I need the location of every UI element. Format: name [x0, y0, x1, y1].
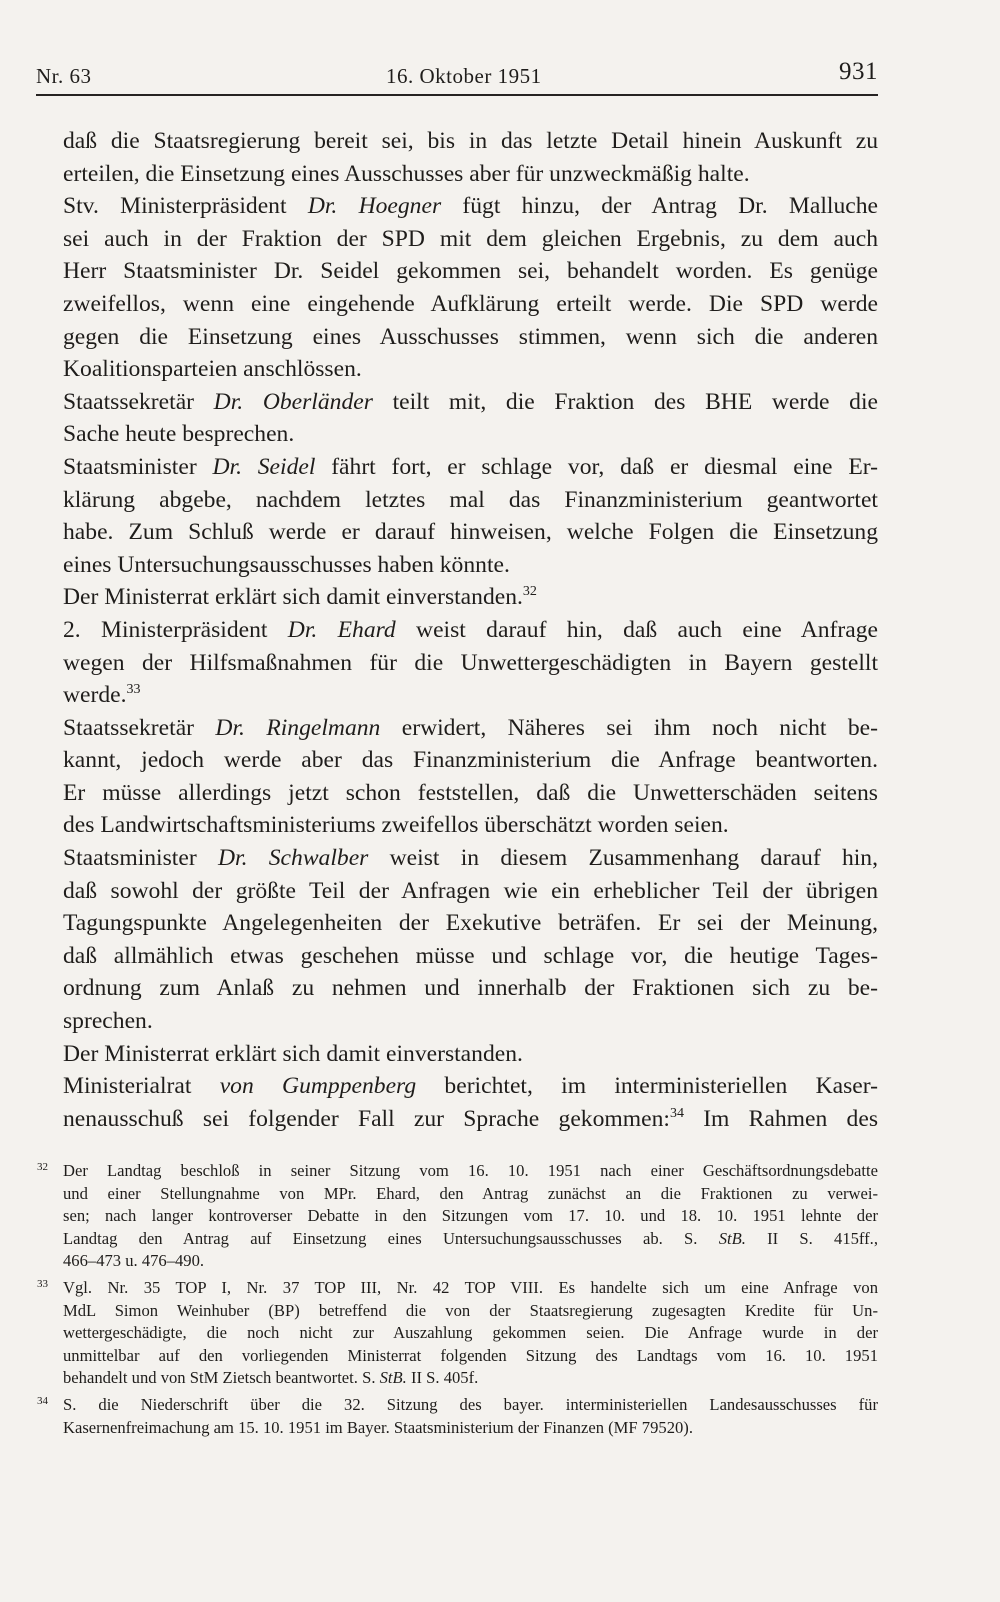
italic-name: Dr. Ringelmann: [215, 714, 381, 741]
footnotes: [37, 1160, 878, 1443]
text-line: [63, 809, 878, 842]
text-run: daß die Staatsregierung bereit sei, bis in das letzte Detail hinein Auskunft zu: [63, 128, 878, 154]
text-line: [63, 679, 878, 712]
text-run: sen; nach langer kontroverser Debatte in den Sitzungen vom 17. 10. und 18. 10. 1951 lehnte der: [63, 1206, 878, 1226]
text-run: wettergeschädigte, die noch nicht zur Auszahlung gekommen seien. Die Anfrage wurde in der: [63, 1323, 878, 1343]
footnote-line: [63, 1228, 878, 1251]
text-line: [63, 418, 878, 451]
text-run: behandelt und von StM Zietsch beantwortet. S.: [63, 1368, 380, 1388]
text-run: weist darauf hin, daß auch eine Anfrage: [395, 616, 878, 643]
text-run: Herr Staatsminister Dr. Seidel gekommen sei, behandelt worden. Es genüge: [63, 258, 878, 285]
footnote: [37, 1277, 878, 1390]
text-run: daß sowohl der größte Teil der Anfragen wie ein erheblicher Teil der übrigen: [63, 877, 878, 904]
text-run: fährt fort, er schlage vor, daß er diesmal eine Er-: [315, 453, 878, 480]
text-run: Landtag den Antrag auf Einsetzung eines Untersuchungsausschusses ab. S.: [63, 1228, 719, 1248]
text-line: [63, 321, 878, 354]
text-run: II S. 405f.: [406, 1368, 479, 1388]
text-run: S. die Niederschrift über die 32. Sitzung des bayer. interministeriellen Landesausschusses für: [63, 1394, 878, 1414]
text-run: nenausschuß sei folgender Fall zur Sprache gekommen:: [63, 1105, 670, 1132]
text-run: erwidert, Näheres sei ihm noch nicht be-: [380, 714, 878, 741]
text-run: erteilen, die Einsetzung eines Ausschusses aber für unzweckmäßig halte.: [63, 160, 750, 187]
text-run: weist in diesem Zusammenhang darauf hin,: [368, 845, 878, 872]
text-line: [63, 581, 878, 614]
footnote-reference: 33: [126, 682, 141, 698]
text-line: [63, 125, 878, 158]
footnote-line: [63, 1345, 878, 1368]
footnote: [37, 1160, 878, 1273]
text-run: werde.: [63, 682, 127, 709]
text-run: Im Rahmen des: [683, 1105, 878, 1132]
text-line: [63, 647, 878, 680]
footnote: [37, 1394, 878, 1439]
text-line: [63, 451, 878, 484]
footnote-line: [63, 1367, 878, 1390]
text-run: Kasernenfreimachung am 15. 10. 1951 im Bayer. Staatsministerium der Finanzen (MF 79520).: [63, 1417, 693, 1437]
text-line: [63, 353, 878, 386]
text-line: [63, 907, 878, 940]
text-line: [63, 712, 878, 745]
running-header: [36, 56, 878, 90]
page-number: 931: [839, 58, 878, 85]
text-line: [63, 516, 878, 549]
text-line: [63, 549, 878, 582]
text-run: Sache heute besprechen.: [63, 421, 295, 448]
text-run: 466–473 u. 476–490.: [63, 1251, 205, 1271]
text-line: [63, 223, 878, 256]
header-rule: [36, 94, 878, 96]
text-run: Ministerialrat: [63, 1073, 220, 1100]
footnote-line: [63, 1300, 878, 1323]
text-run: wegen der Hilfsmaßnahmen für die Unwettergeschädigten in Bayern gestellt: [63, 649, 878, 676]
italic-name: von Gumppenberg: [219, 1073, 417, 1100]
text-run: sei auch in der Fraktion der SPD mit dem gleichen Ergebnis, zu dem auch: [63, 225, 878, 252]
text-line: [63, 1103, 878, 1136]
text-run: Tagungspunkte Angelegenheiten der Exekutive beträfen. Er sei der Meinung,: [63, 910, 878, 937]
text-run: ordnung zum Anlaß zu nehmen und innerhalb der Fraktionen sich zu be-: [63, 975, 878, 1002]
text-run: gegen die Einsetzung eines Ausschusses stimmen, wenn sich die anderen: [63, 323, 878, 350]
footnote-line: [63, 1417, 878, 1440]
text-run: Staatssekretär: [63, 388, 214, 415]
text-line: [63, 288, 878, 321]
text-run: eines Untersuchungsausschusses haben könnte.: [63, 551, 510, 578]
text-line: [63, 777, 878, 810]
text-run: Staatsminister: [63, 845, 218, 872]
text-line: [63, 842, 878, 875]
text-line: [63, 1070, 878, 1103]
text-run: Er müsse allerdings jetzt schon feststellen, daß die Unwetterschäden seitens: [63, 779, 878, 806]
text-line: [63, 386, 878, 419]
text-run: daß allmählich etwas geschehen müsse und schlage vor, die heutige Tages-: [63, 942, 878, 969]
main-text: [63, 125, 878, 1135]
text-run: Vgl. Nr. 35 TOP I, Nr. 37 TOP III, Nr. 42 TOP VIII. Es handelte sich um eine Anfrage von: [63, 1277, 878, 1297]
italic-name: Dr. Ehard: [287, 616, 396, 643]
text-run: Staatssekretär: [63, 714, 216, 741]
text-run: Stv. Ministerpräsident: [63, 193, 308, 220]
text-run: Der Ministerrat erklärt sich damit einverstanden.: [63, 1040, 523, 1067]
text-run: Der Landtag beschloß in seiner Sitzung vom 16. 10. 1951 nach einer Geschäftsordnungsdebatte: [63, 1161, 878, 1180]
header-date: 16. Oktober 1951: [386, 64, 542, 88]
text-run: des Landwirtschaftsministeriums zweifellos überschätzt worden seien.: [63, 812, 729, 839]
text-run: 2. Ministerpräsident: [63, 616, 288, 643]
footnote-line: [63, 1250, 878, 1273]
footnote-line: [63, 1160, 878, 1183]
text-run: Koalitionsparteien anschlössen.: [63, 356, 362, 383]
text-run: sprechen.: [63, 1008, 153, 1035]
text-run: kannt, jedoch werde aber das Finanzministerium die Anfrage beantworten.: [63, 747, 878, 774]
text-run: Staatsminister: [63, 453, 213, 480]
text-line: [63, 190, 878, 223]
text-run: habe. Zum Schluß werde er darauf hinweisen, welche Folgen die Einsetzung: [63, 519, 878, 546]
footnote-line: [63, 1205, 878, 1228]
footnote-line: [63, 1183, 878, 1206]
italic-name: Dr. Schwalber: [217, 845, 369, 872]
text-run: unmittelbar auf den vorliegenden Ministerrat folgenden Sitzung des Landtags vom 16. 10. 1951: [63, 1345, 878, 1365]
text-run: II S. 415ff.,: [745, 1228, 878, 1248]
text-line: [63, 255, 878, 288]
footnote-line: [63, 1322, 878, 1345]
text-line: [63, 940, 878, 973]
text-line: [63, 158, 878, 191]
footnote-reference: 34: [669, 1105, 684, 1121]
text-line: [63, 1038, 878, 1071]
italic-name: Dr. Hoegner: [307, 193, 442, 220]
text-line: [63, 1005, 878, 1038]
italic-name: Dr. Seidel: [212, 453, 316, 480]
text-line: [63, 484, 878, 517]
text-line: [63, 614, 878, 647]
text-run: zweifellos, wenn eine eingehende Aufklärung erteilt werde. Die SPD werde: [63, 290, 878, 317]
footnote-line: [63, 1277, 878, 1300]
text-run: und einer Stellungnahme von MPr. Ehard, den Antrag zunächst an die Fraktionen zu verwei-: [63, 1183, 878, 1203]
text-run: klärung abgebe, nachdem letztes mal das Finanzministerium geantwortet: [63, 486, 878, 513]
italic-name: StB.: [718, 1228, 746, 1248]
italic-name: Dr. Oberländer: [213, 388, 373, 415]
text-line: [63, 875, 878, 908]
italic-name: StB.: [379, 1368, 407, 1388]
document-number: Nr. 63: [36, 64, 92, 88]
text-line: [63, 972, 878, 1005]
text-line: [63, 744, 878, 777]
text-run: MdL Simon Weinhuber (BP) betreffend die von der Staatsregierung zugesagten Kredite für Un-: [63, 1300, 878, 1320]
text-run: berichtet, im interministeriellen Kaser-: [416, 1073, 878, 1100]
text-run: teilt mit, die Fraktion des BHE werde die: [372, 388, 878, 415]
footnote-line: [63, 1394, 878, 1417]
footnote-reference: 32: [522, 584, 537, 600]
footnote-number: 33: [37, 1277, 48, 1290]
text-run: fügt hinzu, der Antrag Dr. Malluche: [441, 193, 878, 220]
text-run: Der Ministerrat erklärt sich damit einverstanden.: [63, 584, 523, 611]
footnote-number: 34: [37, 1394, 48, 1407]
footnote-number: 32: [37, 1161, 48, 1173]
